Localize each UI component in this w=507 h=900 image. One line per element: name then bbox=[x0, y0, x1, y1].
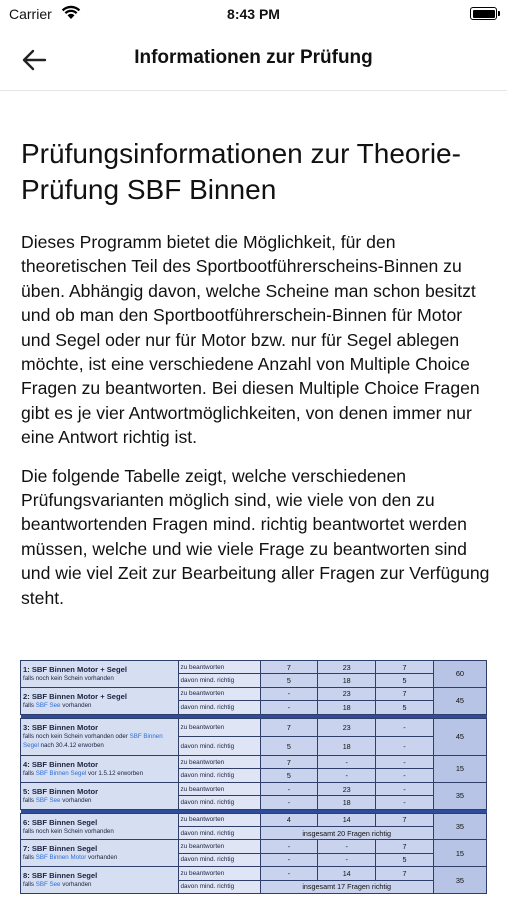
min-correct-count: 18 bbox=[318, 796, 376, 809]
table-row bbox=[21, 782, 487, 795]
answer-count: 14 bbox=[318, 813, 376, 826]
min-correct-label: davon mind. richtig bbox=[178, 880, 260, 893]
condition-license: SBF See bbox=[35, 881, 61, 889]
min-correct-label: davon mind. richtig bbox=[178, 796, 260, 809]
min-correct-count: - bbox=[376, 769, 434, 782]
answer-count: - bbox=[318, 840, 376, 853]
answer-count: 23 bbox=[318, 782, 376, 795]
condition-license: SBF Binnen Motor bbox=[35, 854, 87, 862]
total-value: 15 bbox=[433, 840, 486, 867]
answer-count: 7 bbox=[376, 840, 434, 853]
variant-cell bbox=[21, 813, 179, 840]
min-correct-label: davon mind. richtig bbox=[178, 827, 260, 840]
table-row bbox=[21, 813, 487, 826]
exam-variants-table bbox=[20, 660, 487, 894]
min-correct-count: - bbox=[318, 853, 376, 866]
min-correct-count: 5 bbox=[260, 737, 318, 756]
total-value: 35 bbox=[433, 813, 486, 840]
answer-count: 7 bbox=[376, 661, 434, 674]
answer-label: zu beantworten bbox=[178, 718, 260, 737]
table-row bbox=[21, 756, 487, 769]
variant-condition bbox=[23, 701, 176, 710]
answer-count: - bbox=[260, 782, 318, 795]
min-correct-label: davon mind. richtig bbox=[178, 853, 260, 866]
min-correct-count: 18 bbox=[318, 701, 376, 714]
answer-count: 23 bbox=[318, 718, 376, 737]
clock: 8:43 PM bbox=[227, 6, 280, 22]
total-value: 35 bbox=[433, 867, 486, 894]
answer-count: - bbox=[376, 718, 434, 737]
answer-count: 4 bbox=[260, 813, 318, 826]
min-correct-count: - bbox=[376, 796, 434, 809]
variant-condition bbox=[23, 796, 176, 805]
min-correct-count: 5 bbox=[260, 674, 318, 687]
variant-cell bbox=[21, 661, 179, 688]
answer-count: - bbox=[376, 782, 434, 795]
status-bar bbox=[0, 0, 507, 30]
answer-label: zu beantworten bbox=[178, 782, 260, 795]
answer-label: zu beantworten bbox=[178, 687, 260, 700]
total-value: 35 bbox=[433, 782, 486, 809]
min-correct-count: 18 bbox=[318, 737, 376, 756]
answer-count: 7 bbox=[376, 687, 434, 700]
variant-condition bbox=[23, 769, 176, 778]
min-correct-label: davon mind. richtig bbox=[178, 737, 260, 756]
variant-condition bbox=[23, 674, 176, 683]
min-correct-count: 5 bbox=[260, 769, 318, 782]
answer-count: 23 bbox=[318, 661, 376, 674]
min-correct-count: 5 bbox=[376, 674, 434, 687]
variant-title: 2: SBF Binnen Motor + Segel bbox=[23, 691, 128, 701]
condition-text: vorhanden bbox=[86, 854, 118, 862]
answer-label: zu beantworten bbox=[178, 661, 260, 674]
variant-cell bbox=[21, 718, 179, 756]
condition-text: falls bbox=[23, 796, 36, 804]
answer-count: 14 bbox=[318, 867, 376, 880]
condition-license: SBF See bbox=[35, 701, 61, 709]
variant-cell bbox=[21, 687, 179, 714]
answer-count: - bbox=[260, 867, 318, 880]
min-correct-count: 18 bbox=[318, 674, 376, 687]
answer-count: 7 bbox=[260, 718, 318, 737]
variant-title: 1: SBF Binnen Motor + Segel bbox=[23, 664, 128, 674]
condition-text: nach 30.4.12 erworben bbox=[38, 742, 104, 750]
intro-paragraph: Dieses Programm bietet die Möglichkeit, für den theoretischen Teil des Sportbootführerscheins-Binnen zu üben. Abhängig davon, welche Scheine man schon besitzt und ob man den Sportbootführerschein-Binnen für Motor und Segel oder nur für Motor bzw. nur für Segel ablegen möchte, ist eine verschiedene Anzahl von Multiple Choice Fragen zu beantworten. Bei diesen Multiple Choice Fragen gibt es je vier Antwortmöglichkeiten, von denen immer nur eine Antwort richtig ist. bbox=[21, 232, 480, 448]
answer-count: - bbox=[260, 687, 318, 700]
variant-title: 3: SBF Binnen Motor bbox=[23, 723, 99, 733]
min-correct-label: davon mind. richtig bbox=[178, 769, 260, 782]
min-correct-label: davon mind. richtig bbox=[178, 674, 260, 687]
variant-title: 4: SBF Binnen Motor bbox=[23, 759, 99, 769]
table-row bbox=[21, 840, 487, 853]
variant-title: 6: SBF Binnen Segel bbox=[23, 817, 98, 827]
condition-text: falls noch kein Schein vorhanden oder bbox=[23, 733, 130, 741]
answer-label: zu beantworten bbox=[178, 867, 260, 880]
answer-count: 7 bbox=[376, 813, 434, 826]
variant-condition bbox=[23, 853, 176, 862]
page-heading: Prüfungsinformationen zur Theorie-Prüfung SBF Binnen bbox=[21, 138, 461, 205]
battery-icon bbox=[470, 7, 497, 20]
variant-title: 8: SBF Binnen Segel bbox=[23, 871, 98, 881]
answer-count: - bbox=[318, 756, 376, 769]
nav-title: Informationen zur Prüfung bbox=[134, 47, 373, 68]
min-correct-count: - bbox=[260, 796, 318, 809]
min-correct-count: - bbox=[376, 737, 434, 756]
variant-cell bbox=[21, 756, 179, 783]
min-correct-count: 5 bbox=[376, 701, 434, 714]
table-row bbox=[21, 867, 487, 880]
answer-label: zu beantworten bbox=[178, 840, 260, 853]
condition-license: SBF Binnen Segel bbox=[35, 769, 87, 777]
answer-label: zu beantworten bbox=[178, 756, 260, 769]
table-row bbox=[21, 687, 487, 700]
condition-text: vorhanden bbox=[60, 796, 92, 804]
answer-label: zu beantworten bbox=[178, 813, 260, 826]
condition-text: falls bbox=[23, 881, 36, 889]
min-correct-count: - bbox=[260, 853, 318, 866]
total-value: 15 bbox=[433, 756, 486, 783]
min-correct-sum: insgesamt 17 Fragen richtig bbox=[260, 880, 433, 893]
condition-text: vorhanden bbox=[60, 701, 92, 709]
condition-text: falls bbox=[23, 854, 36, 862]
total-value: 60 bbox=[433, 661, 486, 688]
min-correct-sum: insgesamt 20 Fragen richtig bbox=[260, 827, 433, 840]
min-correct-label: davon mind. richtig bbox=[178, 701, 260, 714]
navigation-bar bbox=[0, 30, 507, 91]
variant-cell bbox=[21, 840, 179, 867]
condition-text: falls noch kein Schein vorhanden bbox=[23, 827, 114, 835]
min-correct-count: - bbox=[318, 769, 376, 782]
variant-condition bbox=[23, 827, 176, 836]
condition-text: vor 1.5.12 erworben bbox=[86, 769, 144, 777]
table-row bbox=[21, 718, 487, 737]
condition-license: SBF See bbox=[35, 796, 61, 804]
carrier-label: Carrier bbox=[9, 6, 52, 22]
condition-text: falls bbox=[23, 769, 36, 777]
variant-condition bbox=[23, 880, 176, 889]
answer-count: 7 bbox=[260, 661, 318, 674]
answer-count: 23 bbox=[318, 687, 376, 700]
condition-text: falls bbox=[23, 701, 36, 709]
variant-title: 7: SBF Binnen Segel bbox=[23, 844, 98, 854]
variant-title: 5: SBF Binnen Motor bbox=[23, 786, 99, 796]
variant-cell bbox=[21, 782, 179, 809]
content-area bbox=[21, 136, 491, 610]
min-correct-count: - bbox=[260, 701, 318, 714]
condition-text: vorhanden bbox=[60, 881, 92, 889]
variant-condition bbox=[23, 732, 176, 750]
answer-count: 7 bbox=[260, 756, 318, 769]
total-value: 45 bbox=[433, 718, 486, 756]
answer-count: 7 bbox=[376, 867, 434, 880]
total-value: 45 bbox=[433, 687, 486, 714]
min-correct-count: 5 bbox=[376, 853, 434, 866]
variant-cell bbox=[21, 867, 179, 894]
answer-count: - bbox=[376, 756, 434, 769]
table-intro-paragraph: Die folgende Tabelle zeigt, welche verschiedenen Prüfungsvarianten möglich sind, wie viele von den zu beantwortenden Fragen mind. richtig beantwortet werden müssen, welche und wie viele Frage zu beantworten sind und wie viel Zeit zur Bearbeitung aller Fragen zur Verfügung steht. bbox=[21, 465, 490, 608]
table-row bbox=[21, 661, 487, 674]
condition-license: SBF Binnen Segel bbox=[23, 733, 163, 750]
condition-text: falls noch kein Schein vorhanden bbox=[23, 674, 114, 682]
answer-count: - bbox=[260, 840, 318, 853]
